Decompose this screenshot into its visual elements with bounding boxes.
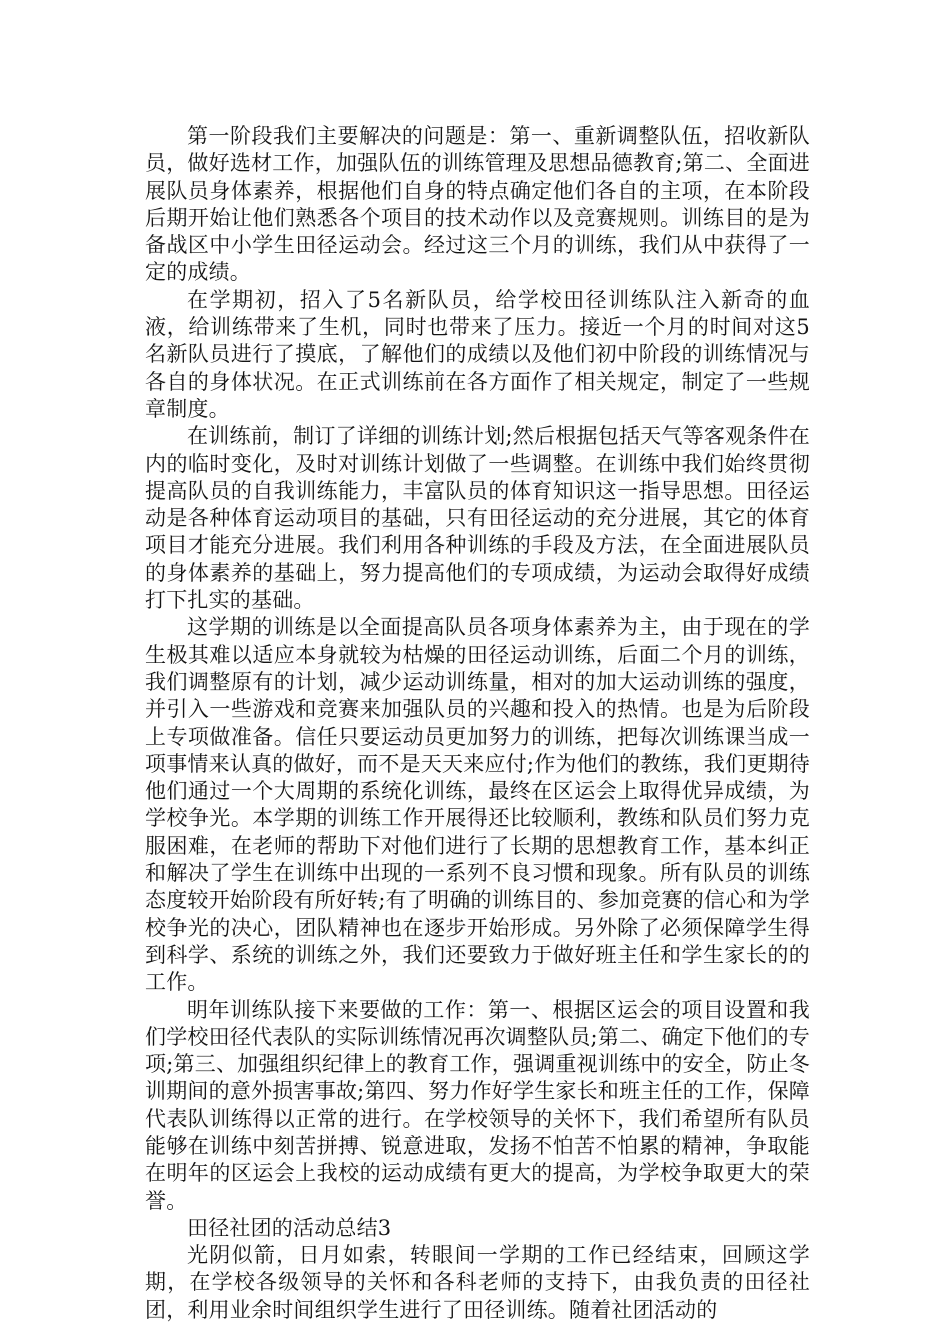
paragraph-stage-one-goals: 第一阶段我们主要解决的问题是：第一、重新调整队伍，招收新队员，做好选材工作，加强队伍的训练管理及思想品德教育;第二、全面进展队员身体素养，根据他们自身的特点确定他们各自的主项，在本阶段后期开始让他们熟悉各个项目的技术动作以及竞赛规则。训练目的是为备战区中小学生田径运动会。经过这三个月的训练，我们从中获得了一定的成绩。	[145, 124, 810, 285]
paragraph-next-year-work: 明年训练队接下来要做的工作：第一、根据区运会的项目设置和我们学校田径代表队的实际训练情况再次调整队员;第二、确定下他们的专项;第三、加强组织纪律上的教育工作，强调重视训练中的安全，防止冬训期间的意外损害事故;第四、努力作好学生家长和班主任的工作，保障代表队训练得以正常的进行。在学校领导的关怀下，我们希望所有队员能够在训练中刻苦拼搏、锐意进取，发扬不怕苦不怕累的精神，争取能在明年的区运会上我校的运动成绩有更大的提高，为学校争取更大的荣誉。	[145, 997, 810, 1213]
document-body	[145, 123, 810, 1324]
paragraph-training-plan: 在训练前，制订了详细的训练计划;然后根据包括天气等客观条件在内的临时变化，及时对训练计划做了一些调整。在训练中我们始终贯彻提高队员的自我训练能力，丰富队员的体育知识这一指导思想。田径运动是各种体育运动项目的基础，只有田径运动的充分进展，其它的体育项目才能充分进展。我们利用各种训练的手段及方法，在全面进展队员的身体素养的基础上，努力提高他们的专项成绩，为运动会取得好成绩打下扎实的基础。	[145, 424, 810, 613]
paragraph-training-summary: 这学期的训练是以全面提高队员各项身体素养为主，由于现在的学生极其难以适应本身就较为枯燥的田径运动训练，后面二个月的训练，我们调整原有的计划，减少运动训练量，相对的加大运动训练的强度，并引入一些游戏和竞赛来加强队员的兴趣和投入的热情。也是为后阶段上专项做准备。信任只要运动员更加努力的训练，把每次训练课当成一项事情来认真的做好，而不是天天来应付;作为他们的教练，我们更期待他们通过一个大周期的系统化训练，最终在区运会上取得优异成绩，为学校争光。本学期的训练工作开展得还比较顺利，教练和队员们努力克服困难，在老师的帮助下对他们进行了长期的思想教育工作，基本纠正和解决了学生在训练中出现的一系列不良习惯和现象。所有队员的训练态度较开始阶段有所好转;有了明确的训练目的、参加竞赛的信心和为学校争光的决心，团队精神也在逐步开始形成。另外除了必须保障学生得到科学、系统的训练之外，我们还要致力于做好班主任和学生家长的的工作。	[145, 615, 810, 995]
section-heading: 田径社团的活动总结3	[187, 1215, 392, 1240]
paragraph-summary-three-intro: 光阴似箭，日月如索，转眼间一学期的工作已经结束，回顾这学期，在学校各级领导的关怀和各科老师的支持下，由我负责的田径社团，利用业余时间组织学生进行了田径训练。随着社团活动的	[145, 1243, 810, 1322]
paragraph-new-members: 在学期初，招入了5名新队员，给学校田径训练队注入新奇的血液，给训练带来了生机，同时也带来了压力。接近一个月的时间对这5名新队员进行了摸底，了解他们的成绩以及他们初中阶段的训练情况与各自的身体状况。在正式训练前在各方面作了相关规定，制定了一些规章制度。	[145, 287, 810, 421]
